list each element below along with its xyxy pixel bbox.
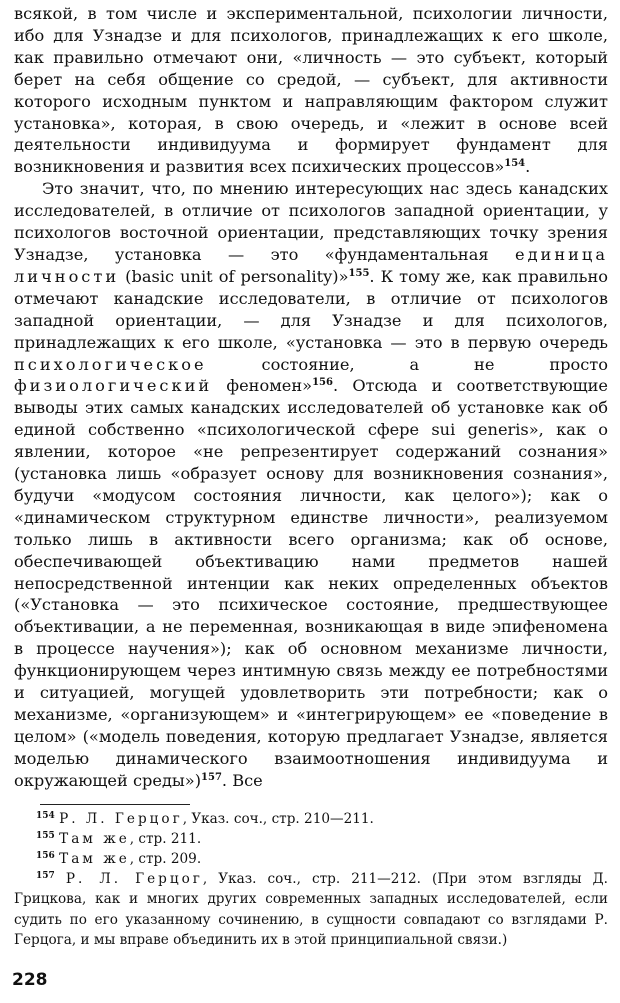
- footnote-number: 157: [36, 871, 55, 882]
- spaced-emphasis: психологическое: [14, 354, 207, 374]
- text-run: .: [525, 157, 531, 177]
- footnote-text: , Указ. соч., стр. 211—212. (При этом взгляды Д. Грицкова, как и многих других современных западных исследователей, если судить по его указанному сочинению, в сущности совпадают со взглядами Р. Герцога, и мы вправе объединить их в этой принципиальной связи.): [14, 871, 608, 948]
- footnote-author: Р. Л. Герцог: [59, 810, 183, 827]
- footnote-number: 154: [36, 810, 55, 821]
- footnote-155: [14, 829, 608, 849]
- footnote-157: [14, 869, 608, 950]
- footnote-text: , стр. 209.: [129, 851, 202, 868]
- text-run: феномен»: [212, 376, 313, 396]
- text-run: всякой, в том числе и экспериментальной, психологии личности, ибо для Узнадзе и для психологов, принадлежащих к его школе, как правильно отмечают они, «личность — это субъект, который берет на себя общение со средой, — субъект, для активности которого исходным пунктом и направляющим фактором служит установка», которая, в свою очередь, и «лежит в основе всей деятельности индивидуума и формирует фундамент для возникновения и развития всех психических процессов»: [14, 4, 608, 177]
- footnotes: [14, 809, 608, 950]
- text-run: . К тому же, как правильно отмечают канадские исследователи, в отличие от психологов западной ориентации, — для Узнадзе и для психологов, принадлежащих к его школе, «установка — это в первую очередь: [14, 266, 609, 352]
- paragraph-2: [14, 178, 608, 791]
- footnote-ref-157: 157: [201, 771, 222, 783]
- footnote-number: 155: [36, 830, 55, 841]
- footnote-author: Там же: [59, 851, 130, 868]
- footnote-author: Р. Л. Герцог: [65, 871, 203, 888]
- footnote-ref-156: 156: [312, 377, 333, 389]
- spaced-emphasis: единица личности: [14, 244, 608, 286]
- text-run: . Все: [221, 770, 263, 790]
- text-run: Это значит, что, по мнению интересующих нас здесь канадских исследователей, в отличие от психологов западной ориентации, у психологов восточной ориентации, представляющих точку зрения Узнадзе, установка — это «фундаментальная: [14, 179, 608, 264]
- footnote-text: , стр. 211.: [129, 830, 202, 847]
- text-run: . Отсюда и соответствующие выводы этих самых канадских исследователей об установке как об единой собственно «психологической сфере sui generis», как о явлении, которое «не репрезентирует содержаний сознания» (установка лишь «образует основу для возникновения сознания», будучи «модусом состояния личности, как целого»); как о «динамическом структурном единстве личности», реализуемом только лишь в активности всего организма; как об основе, обеспечивающей объективацию нами предметов нашей непосредственной интенции как неких определенных объектов («Установка — это психическое состояние, предшествующее объективации, а не переменная, возникающая в виде эпифеномена в процессе научения»); как об основном механизме личности, функционирующем через интимную связь между ее потребностями и ситуацией, могущей удовлетворить эти потребности; как о механизме, «организующем» и «интегрирующем» ее «поведение в целом» («модель поведения, которую предлагает Узнадзе, является моделью динамического взаимоотношения индивидуума и окружающей среды»): [14, 376, 608, 790]
- footnote-154: [14, 809, 608, 829]
- footnote-divider: [40, 804, 190, 805]
- footnote-author: Там же: [59, 830, 130, 847]
- text-run: (basic unit of personality)»: [119, 266, 349, 286]
- page-number: 228: [12, 970, 48, 990]
- footnote-ref-155: 155: [348, 267, 370, 279]
- footnote-156: [14, 849, 608, 869]
- paragraph-1: [14, 3, 608, 178]
- text-run: состояние, а не просто: [206, 354, 608, 374]
- footnote-text: , Указ. соч., стр. 210—211.: [182, 810, 374, 827]
- spaced-emphasis: физиологический: [14, 376, 213, 396]
- footnote-ref-154: 154: [504, 158, 526, 170]
- main-text: [14, 3, 608, 792]
- footnote-number: 156: [36, 851, 55, 862]
